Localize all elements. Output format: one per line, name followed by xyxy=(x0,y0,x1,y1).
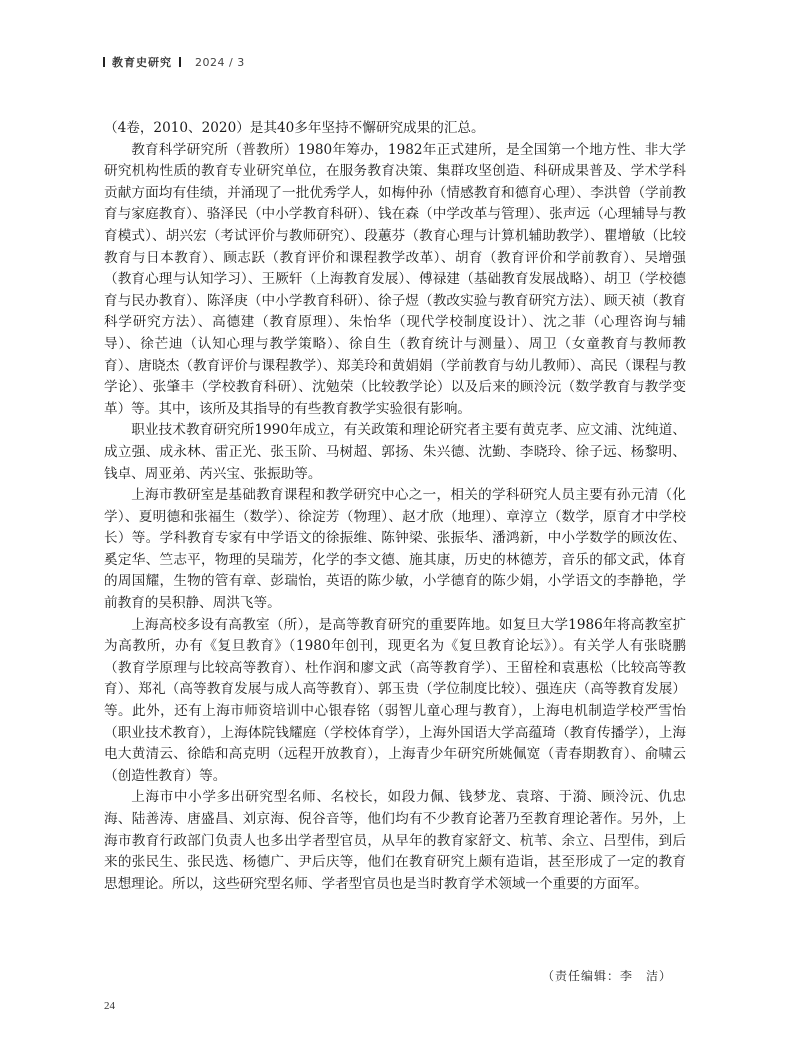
running-header xyxy=(103,54,245,70)
article-body xyxy=(104,118,686,895)
paragraph-teaching-research-office: 上海市教研室是基础教育课程和教学研究中心之一，相关的学科研究人员主要有孙元清（化学）、夏明德和张福生（数学）、徐淀芳（物理）、赵才欣（地理）、章淳立（数学，原育才中学校长）等。学科教育专家有中学语文的徐振维、陈钟梁、张振华、潘鸿新，中小学数学的顾汝佐、奚定华、竺志平，物理的吴瑞芳，化学的李文德、施其康，历史的林德芳，音乐的郁文武，体育的周国耀，生物的管有章、彭瑞怡，英语的陈少敏，小学德育的陈少娟，小学语文的李静艳，学前教育的吴积静、周洪飞等。 xyxy=(104,487,686,612)
paragraph-schools-and-officials: 上海市中小学多出研究型名师、名校长，如段力佩、钱梦龙、袁瑢、于漪、顾泠沅、仇忠海、陆善涛、唐盛昌、刘京海、倪谷音等，他们均有不少教育论著乃至教育理论著作。另外，上海市教育行政部门负责人也多出学者型官员，从早年的教育家舒文、杭苇、余立、吕型伟，到后来的张民生、张民选、杨德广、尹后庆等，他们在教育研究上颇有造诣，甚至形成了一定的教育思想理论。所以，这些研究型名师、学者型官员也是当时教育学术领域一个重要的方面军。 xyxy=(104,789,686,892)
issue-number: 2024 / 3 xyxy=(195,55,245,69)
responsible-editor: （责任编辑：李 洁） xyxy=(541,969,672,983)
paragraph-higher-education: 上海高校多设有高教室（所），是高等教育研究的重要阵地。如复旦大学1986年将高教室扩为高教所，办有《复旦教育》（1980年创刊，现更名为《复旦教育论坛》）。有关学人有张晓鹏（教育学原理与比较高等教育）、杜作润和廖文武（高等教育学）、王留栓和袁惠松（比较高等教育）、郑礼（高等教育发展与成人高等教育）、郭玉贵（学位制度比较）、强连庆（高等教育发展）等。此外，还有上海市师资培训中心银春铭（弱智儿童心理与教育），上海电机制造学校严雪怡（职业技术教育），上海体院钱耀庭（学校体育学），上海外国语大学高蕴琦（教育传播学），上海电大黄清云、徐皓和高克明（远程开放教育），上海青少年研究所姚佩宽（青春期教育）、俞啸云（创造性教育）等。 xyxy=(104,616,686,784)
header-bar-left xyxy=(103,57,105,67)
paragraph-education-science-institute: 教育科学研究所（普教所）1980年筹办，1982年正式建所，是全国第一个地方性、非大学研究机构性质的教育专业研究单位，在服务教育决策、集群攻坚创造、科研成果普及、学术学科贡献方面均有佳绩，并涌现了一批优秀学人，如梅仲孙（情感教育和德育心理）、李洪曾（学前教育与家庭教育）、骆泽民（中小学教育科研）、钱在森（中学改革与管理）、张声远（心理辅导与教育模式）、胡兴宏（考试评价与教师研究）、段蕙芬（教育心理与计算机辅助教学）、瞿增敏（比较教育与日本教育）、顾志跃（教育评价和课程教学改革）、胡育（教育评价和学前教育）、吴增强（教育心理与认知学习）、王厥轩（上海教育发展）、傅禄建（基础教育发展战略）、胡卫（学校德育与民办教育）、陈泽庚（中小学教育科研）、徐子煜（教改实验与教育研究方法）、顾天祯（教育科学研究方法）、高德建（教育原理）、朱怡华（现代学校制度设计）、沈之菲（心理咨询与辅导）、徐芒迪（认知心理与教学策略）、徐自生（教育统计与测量）、周卫（女童教育与教师教育）、唐晓杰（教育评价与课程教学）、郑美玲和黄娟娟（学前教育与幼儿教师）、高民（课程与教学论）、张肇丰（学校教育科研）、沈勉荣（比较教学论）以及后来的顾泠沅（数学教育与教学变革）等。其中，该所及其指导的有些教育教学实验很有影响。 xyxy=(104,141,686,417)
paragraph-vocational-institute: 职业技术教育研究所1990年成立，有关政策和理论研究者主要有黄克孝、应文浦、沈纯道、成立强、成永林、雷正光、张玉阶、马树超、郭扬、朱兴德、沈勤、李晓玲、徐子远、杨黎明、钱卓、周亚弟、芮兴宝、张振助等。 xyxy=(104,422,686,482)
header-bar-right xyxy=(179,57,181,67)
page-number: 24 xyxy=(104,1000,115,1012)
paragraph-continuation: （4卷，2010、2020）是其40多年坚持不懈研究成果的汇总。 xyxy=(104,120,485,136)
journal-title: 教育史研究 xyxy=(112,56,172,69)
